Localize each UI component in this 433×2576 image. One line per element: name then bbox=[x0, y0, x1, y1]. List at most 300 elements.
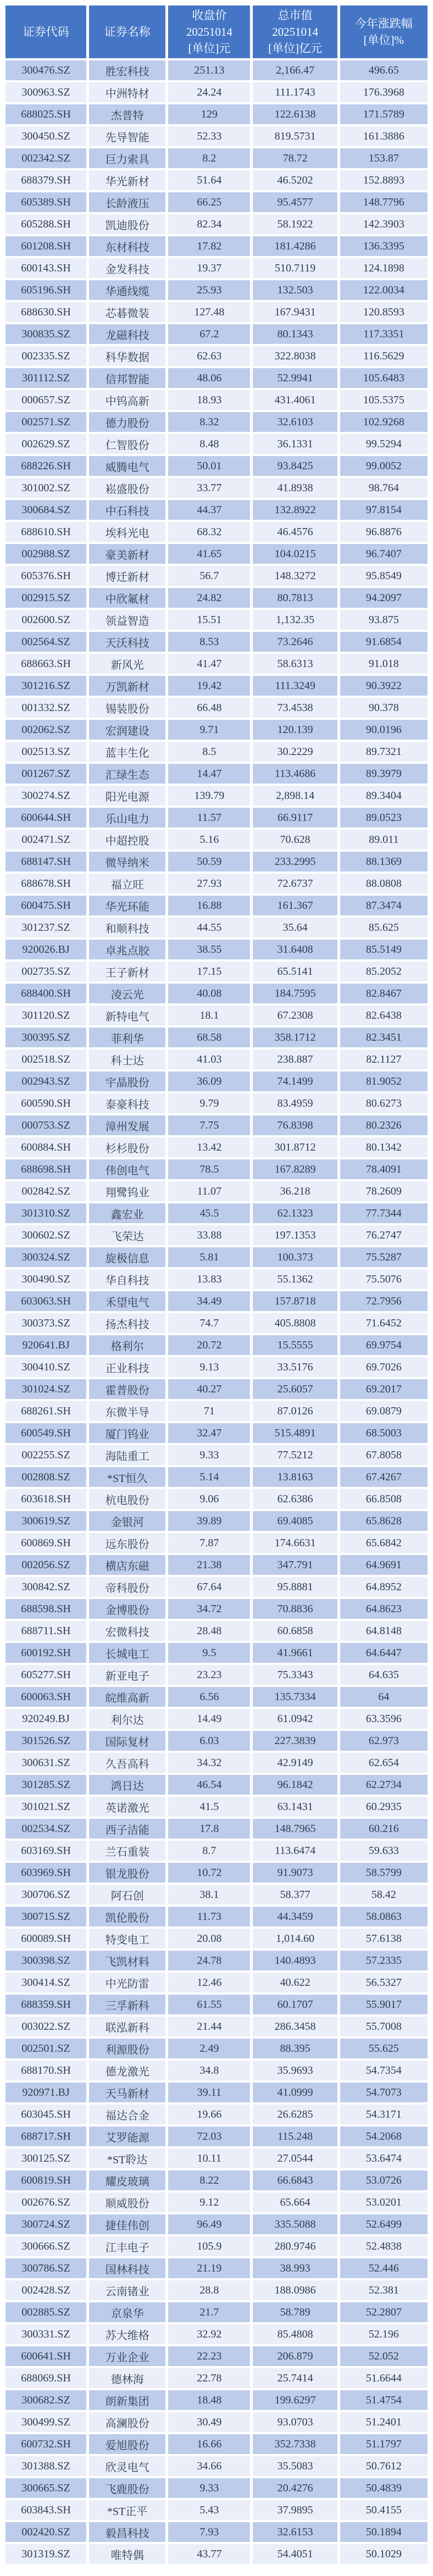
market-cap-cell: 26.6285 bbox=[253, 2105, 337, 2124]
column-header-security-name bbox=[89, 5, 165, 58]
market-cap-cell: 77.5212 bbox=[253, 1445, 337, 1465]
security-code-cell: 605389.SH bbox=[5, 192, 86, 212]
market-cap-cell: 238.887 bbox=[253, 1050, 337, 1069]
security-code-cell: 688698.SH bbox=[5, 1159, 86, 1179]
market-cap-cell: 58.377 bbox=[253, 1885, 337, 1905]
ytd-change-cell: 90.3922 bbox=[340, 676, 428, 696]
security-name-cell: 旋极信息 bbox=[89, 1247, 165, 1267]
ytd-change-cell: 64.8623 bbox=[340, 1599, 428, 1619]
ytd-change-cell: 55.7008 bbox=[340, 2017, 428, 2036]
security-code-cell: 603843.SH bbox=[5, 2500, 86, 2520]
close-price-cell: 9.5 bbox=[168, 1643, 250, 1663]
security-code-cell: 002915.SZ bbox=[5, 588, 86, 608]
market-cap-cell: 100.373 bbox=[253, 1247, 337, 1267]
table-row bbox=[5, 1313, 428, 1333]
ytd-change-cell: 67.4267 bbox=[340, 1467, 428, 1487]
market-cap-cell: 41.9661 bbox=[253, 1643, 337, 1663]
ytd-change-cell: 57.2335 bbox=[340, 1951, 428, 1970]
security-code-cell: 688069.SH bbox=[5, 2368, 86, 2388]
table-row bbox=[5, 2478, 428, 2498]
security-code-cell: 000657.SZ bbox=[5, 390, 86, 410]
security-code-cell: 301319.SZ bbox=[5, 2544, 86, 2564]
security-code-cell: 301112.SZ bbox=[5, 368, 86, 388]
market-cap-cell: 46.5202 bbox=[253, 170, 337, 190]
security-code-cell: 002943.SZ bbox=[5, 1072, 86, 1091]
close-price-cell: 38.55 bbox=[168, 940, 250, 959]
market-cap-cell: 75.3343 bbox=[253, 1665, 337, 1685]
ytd-change-cell: 496.65 bbox=[340, 60, 428, 80]
close-price-cell: 6.03 bbox=[168, 1731, 250, 1751]
close-price-cell: 24.78 bbox=[168, 1951, 250, 1970]
table-row bbox=[5, 1181, 428, 1201]
close-price-cell: 9.33 bbox=[168, 1445, 250, 1465]
ytd-change-cell: 54.7354 bbox=[340, 2061, 428, 2080]
security-code-cell: 300331.SZ bbox=[5, 2324, 86, 2344]
close-price-cell: 36.09 bbox=[168, 1072, 250, 1091]
close-price-cell: 9.79 bbox=[168, 1093, 250, 1113]
security-code-cell: 301024.SZ bbox=[5, 1379, 86, 1399]
close-price-cell: 41.47 bbox=[168, 654, 250, 674]
market-cap-cell: 2,898.14 bbox=[253, 786, 337, 806]
security-code-cell: 600549.SH bbox=[5, 1423, 86, 1443]
security-code-cell: 688025.SH bbox=[5, 104, 86, 124]
security-code-cell: 300786.SZ bbox=[5, 2258, 86, 2278]
market-cap-cell: 335.5088 bbox=[253, 2214, 337, 2234]
market-cap-cell: 46.4576 bbox=[253, 522, 337, 542]
market-cap-cell: 95.8881 bbox=[253, 1577, 337, 1597]
table-row bbox=[5, 1291, 428, 1311]
security-code-cell: 300410.SZ bbox=[5, 1357, 86, 1377]
table-row bbox=[5, 324, 428, 344]
table-row bbox=[5, 2544, 428, 2564]
column-header-ytd-change bbox=[340, 5, 428, 58]
security-name-cell: 仁智股份 bbox=[89, 434, 165, 454]
table-row bbox=[5, 1072, 428, 1091]
security-name-cell: *ST聆达 bbox=[89, 2148, 165, 2168]
close-price-cell: 33.77 bbox=[168, 478, 250, 498]
column-header-security-code bbox=[5, 5, 86, 58]
close-price-cell: 67.2 bbox=[168, 324, 250, 344]
security-name-cell: 国林科技 bbox=[89, 2258, 165, 2278]
security-name-cell: 新亚电子 bbox=[89, 1665, 165, 1685]
market-cap-cell: 66.6843 bbox=[253, 2170, 337, 2190]
table-row bbox=[5, 1050, 428, 1069]
ytd-change-cell: 85.5149 bbox=[340, 940, 428, 959]
security-name-cell: 万业企业 bbox=[89, 2346, 165, 2366]
close-price-cell: 11.07 bbox=[168, 1181, 250, 1201]
security-name-cell: 天沃科技 bbox=[89, 632, 165, 652]
table-row bbox=[5, 2148, 428, 2168]
close-price-cell: 13.42 bbox=[168, 1137, 250, 1157]
market-cap-cell: 93.8425 bbox=[253, 456, 337, 476]
market-cap-cell: 25.7414 bbox=[253, 2368, 337, 2388]
market-cap-cell: 227.3839 bbox=[253, 1731, 337, 1751]
security-code-cell: 300631.SZ bbox=[5, 1753, 86, 1773]
table-row bbox=[5, 918, 428, 937]
market-cap-cell: 167.9431 bbox=[253, 302, 337, 322]
close-price-cell: 46.54 bbox=[168, 1775, 250, 1795]
table-row bbox=[5, 1225, 428, 1245]
ytd-change-cell: 95.8549 bbox=[340, 566, 428, 586]
column-header-close-price-line: 20251014 bbox=[186, 25, 232, 38]
ytd-change-cell: 82.1127 bbox=[340, 1050, 428, 1069]
security-code-cell: 000753.SZ bbox=[5, 1115, 86, 1135]
table-row bbox=[5, 1841, 428, 1861]
security-name-cell: 领益智造 bbox=[89, 610, 165, 630]
ytd-change-cell: 105.6483 bbox=[340, 368, 428, 388]
ytd-change-cell: 63.3596 bbox=[340, 1709, 428, 1729]
security-name-cell: 芯碁微装 bbox=[89, 302, 165, 322]
security-name-cell: 中钨高新 bbox=[89, 390, 165, 410]
security-code-cell: 603969.SH bbox=[5, 1863, 86, 1883]
security-code-cell: 300715.SZ bbox=[5, 1907, 86, 1927]
ytd-change-cell: 82.8467 bbox=[340, 984, 428, 1003]
security-name-cell: 万凯新材 bbox=[89, 676, 165, 696]
security-name-cell: 中超控股 bbox=[89, 830, 165, 850]
table-row bbox=[5, 1709, 428, 1729]
market-cap-cell: 181.4286 bbox=[253, 236, 337, 256]
market-cap-cell: 515.4891 bbox=[253, 1423, 337, 1443]
security-name-cell: 博迁新材 bbox=[89, 566, 165, 586]
security-name-cell: 利源股份 bbox=[89, 2039, 165, 2058]
market-cap-cell: 1,014.60 bbox=[253, 1929, 337, 1948]
ytd-change-cell: 50.7612 bbox=[340, 2456, 428, 2476]
ytd-change-cell: 71.6452 bbox=[340, 1313, 428, 1333]
security-name-cell: 锡装股份 bbox=[89, 698, 165, 718]
table-row bbox=[5, 1203, 428, 1223]
security-code-cell: 920026.BJ bbox=[5, 940, 86, 959]
market-cap-cell: 80.1343 bbox=[253, 324, 337, 344]
market-cap-cell: 352.7338 bbox=[253, 2434, 337, 2454]
security-name-cell: 威腾电气 bbox=[89, 456, 165, 476]
market-cap-cell: 15.5555 bbox=[253, 1335, 337, 1355]
table-row bbox=[5, 940, 428, 959]
security-code-cell: 301021.SZ bbox=[5, 1797, 86, 1817]
security-name-cell: 龙磁科技 bbox=[89, 324, 165, 344]
security-code-cell: 688717.SH bbox=[5, 2127, 86, 2146]
security-code-cell: 688359.SH bbox=[5, 1995, 86, 2014]
security-code-cell: 300395.SZ bbox=[5, 1028, 86, 1047]
security-code-cell: 300682.SZ bbox=[5, 2390, 86, 2410]
security-name-cell: 朗新集团 bbox=[89, 2390, 165, 2410]
close-price-cell: 21.7 bbox=[168, 2302, 250, 2322]
security-name-cell: 飞荣达 bbox=[89, 1225, 165, 1245]
market-cap-cell: 510.7119 bbox=[253, 258, 337, 278]
table-row bbox=[5, 1621, 428, 1641]
security-code-cell: 301002.SZ bbox=[5, 478, 86, 498]
ytd-change-cell: 80.6273 bbox=[340, 1093, 428, 1113]
close-price-cell: 24.24 bbox=[168, 82, 250, 102]
table-row bbox=[5, 2170, 428, 2190]
security-name-cell: 杉杉股份 bbox=[89, 1137, 165, 1157]
table-row bbox=[5, 412, 428, 432]
security-name-cell: 金博股份 bbox=[89, 1599, 165, 1619]
table-row bbox=[5, 1973, 428, 1992]
table-row bbox=[5, 544, 428, 564]
table-row bbox=[5, 434, 428, 454]
table-row bbox=[5, 1093, 428, 1113]
market-cap-cell: 431.4061 bbox=[253, 390, 337, 410]
ytd-change-cell: 51.6644 bbox=[340, 2368, 428, 2388]
table-header bbox=[5, 5, 428, 58]
market-cap-cell: 113.6474 bbox=[253, 1841, 337, 1861]
table-row bbox=[5, 1863, 428, 1883]
market-cap-cell: 132.8922 bbox=[253, 500, 337, 520]
security-code-cell: 601208.SH bbox=[5, 236, 86, 256]
market-cap-cell: 819.5731 bbox=[253, 126, 337, 146]
security-code-cell: 600644.SH bbox=[5, 808, 86, 828]
market-cap-cell: 40.622 bbox=[253, 1973, 337, 1992]
security-code-cell: 001332.SZ bbox=[5, 698, 86, 718]
security-name-cell: 福达合金 bbox=[89, 2105, 165, 2124]
security-name-cell: 东微半导 bbox=[89, 1401, 165, 1421]
security-name-cell: 新特电气 bbox=[89, 1006, 165, 1025]
security-name-cell: 德力股份 bbox=[89, 412, 165, 432]
ytd-change-cell: 80.2326 bbox=[340, 1115, 428, 1135]
close-price-cell: 50.01 bbox=[168, 456, 250, 476]
security-name-cell: 宇晶股份 bbox=[89, 1072, 165, 1091]
table-row bbox=[5, 2236, 428, 2256]
security-code-cell: 300125.SZ bbox=[5, 2148, 86, 2168]
close-price-cell: 18.1 bbox=[168, 1006, 250, 1025]
security-code-cell: 301285.SZ bbox=[5, 1775, 86, 1795]
ytd-change-cell: 69.0879 bbox=[340, 1401, 428, 1421]
close-price-cell: 51.64 bbox=[168, 170, 250, 190]
security-code-cell: 603169.SH bbox=[5, 1841, 86, 1861]
close-price-cell: 78.5 bbox=[168, 1159, 250, 1179]
security-name-cell: 毅昌科技 bbox=[89, 2522, 165, 2542]
security-name-cell: 捷佳伟创 bbox=[89, 2214, 165, 2234]
security-name-cell: 利尔达 bbox=[89, 1709, 165, 1729]
ytd-change-cell: 52.6499 bbox=[340, 2214, 428, 2234]
close-price-cell: 13.83 bbox=[168, 1269, 250, 1289]
security-name-cell: 卓兆点胶 bbox=[89, 940, 165, 959]
close-price-cell: 34.66 bbox=[168, 2456, 250, 2476]
close-price-cell: 67.64 bbox=[168, 1577, 250, 1597]
security-code-cell: 600819.SH bbox=[5, 2170, 86, 2190]
security-name-cell: 福立旺 bbox=[89, 874, 165, 893]
table-row bbox=[5, 1907, 428, 1927]
table-row bbox=[5, 2039, 428, 2058]
table-row bbox=[5, 2083, 428, 2102]
ytd-change-cell: 89.7321 bbox=[340, 742, 428, 762]
table-row bbox=[5, 104, 428, 124]
ytd-change-cell: 96.7407 bbox=[340, 544, 428, 564]
ytd-change-cell: 81.9052 bbox=[340, 1072, 428, 1091]
security-code-cell: 002518.SZ bbox=[5, 1050, 86, 1069]
market-cap-cell: 206.879 bbox=[253, 2346, 337, 2366]
ytd-change-cell: 64 bbox=[340, 1687, 428, 1707]
column-header-market-cap-line: 总市值 bbox=[277, 9, 313, 22]
security-code-cell: 920641.BJ bbox=[5, 1335, 86, 1355]
column-header-security-name-line: 证券名称 bbox=[104, 25, 151, 38]
table-row bbox=[5, 60, 428, 80]
close-price-cell: 15.51 bbox=[168, 610, 250, 630]
security-name-cell: 中欣氟材 bbox=[89, 588, 165, 608]
close-price-cell: 5.14 bbox=[168, 1467, 250, 1487]
market-cap-cell: 13.8163 bbox=[253, 1467, 337, 1487]
close-price-cell: 40.27 bbox=[168, 1379, 250, 1399]
ytd-change-cell: 64.8148 bbox=[340, 1621, 428, 1641]
table-row bbox=[5, 148, 428, 168]
security-code-cell: 688663.SH bbox=[5, 654, 86, 674]
ytd-change-cell: 50.1029 bbox=[340, 2544, 428, 2564]
market-cap-cell: 35.64 bbox=[253, 918, 337, 937]
table-row bbox=[5, 1006, 428, 1025]
security-name-cell: 顺威股份 bbox=[89, 2192, 165, 2212]
market-cap-cell: 113.4686 bbox=[253, 764, 337, 784]
market-cap-cell: 2,166.47 bbox=[253, 60, 337, 80]
security-code-cell: 002564.SZ bbox=[5, 632, 86, 652]
table-row bbox=[5, 830, 428, 850]
market-cap-cell: 58.789 bbox=[253, 2302, 337, 2322]
ytd-change-cell: 59.633 bbox=[340, 1841, 428, 1861]
table-row bbox=[5, 984, 428, 1003]
security-code-cell: 920249.BJ bbox=[5, 1709, 86, 1729]
close-price-cell: 48.06 bbox=[168, 368, 250, 388]
ytd-change-cell: 80.1342 bbox=[340, 1137, 428, 1157]
security-name-cell: 禾望电气 bbox=[89, 1291, 165, 1311]
security-name-cell: 长城电工 bbox=[89, 1643, 165, 1663]
security-name-cell: 飞凯材料 bbox=[89, 1951, 165, 1970]
security-code-cell: 002600.SZ bbox=[5, 610, 86, 630]
security-name-cell: 联泓新科 bbox=[89, 2017, 165, 2036]
close-price-cell: 20.08 bbox=[168, 1929, 250, 1948]
market-cap-cell: 167.8289 bbox=[253, 1159, 337, 1179]
ytd-change-cell: 176.3968 bbox=[340, 82, 428, 102]
close-price-cell: 22.78 bbox=[168, 2368, 250, 2388]
security-code-cell: 688147.SH bbox=[5, 852, 86, 871]
market-cap-cell: 199.6297 bbox=[253, 2390, 337, 2410]
table-row bbox=[5, 2500, 428, 2520]
security-name-cell: 先导智能 bbox=[89, 126, 165, 146]
table-row bbox=[5, 346, 428, 366]
close-price-cell: 9.06 bbox=[168, 1489, 250, 1509]
table-row bbox=[5, 676, 428, 696]
ytd-change-cell: 55.9017 bbox=[340, 1995, 428, 2014]
security-code-cell: 002501.SZ bbox=[5, 2039, 86, 2058]
ytd-change-cell: 51.2401 bbox=[340, 2412, 428, 2432]
security-code-cell: 688379.SH bbox=[5, 170, 86, 190]
close-price-cell: 8.5 bbox=[168, 742, 250, 762]
ytd-change-cell: 89.0523 bbox=[340, 808, 428, 828]
security-code-cell: 300414.SZ bbox=[5, 1973, 86, 1992]
security-name-cell: 耀皮玻璃 bbox=[89, 2170, 165, 2190]
security-name-cell: 兰石重装 bbox=[89, 1841, 165, 1861]
close-price-cell: 18.48 bbox=[168, 2390, 250, 2410]
ytd-change-cell: 142.3903 bbox=[340, 214, 428, 234]
security-name-cell: 微导纳米 bbox=[89, 852, 165, 871]
market-cap-cell: 122.6138 bbox=[253, 104, 337, 124]
table-row bbox=[5, 2324, 428, 2344]
ytd-change-cell: 72.7956 bbox=[340, 1291, 428, 1311]
close-price-cell: 19.42 bbox=[168, 676, 250, 696]
ytd-change-cell: 171.5789 bbox=[340, 104, 428, 124]
security-code-cell: 002676.SZ bbox=[5, 2192, 86, 2212]
market-cap-cell: 88.395 bbox=[253, 2039, 337, 2058]
close-price-cell: 8.48 bbox=[168, 434, 250, 454]
ytd-change-cell: 153.87 bbox=[340, 148, 428, 168]
ytd-change-cell: 152.8893 bbox=[340, 170, 428, 190]
table-row bbox=[5, 742, 428, 762]
market-cap-cell: 72.6737 bbox=[253, 874, 337, 893]
market-cap-cell: 132.503 bbox=[253, 280, 337, 300]
market-cap-cell: 161.367 bbox=[253, 896, 337, 915]
security-code-cell: 002885.SZ bbox=[5, 2302, 86, 2322]
stock-table bbox=[3, 3, 430, 2566]
security-name-cell: 江丰电子 bbox=[89, 2236, 165, 2256]
market-cap-cell: 41.8938 bbox=[253, 478, 337, 498]
security-code-cell: 920971.BJ bbox=[5, 2083, 86, 2102]
security-code-cell: 688400.SH bbox=[5, 984, 86, 1003]
close-price-cell: 27.93 bbox=[168, 874, 250, 893]
table-row bbox=[5, 1819, 428, 1839]
security-name-cell: 杭电股份 bbox=[89, 1489, 165, 1509]
security-name-cell: 艾罗能源 bbox=[89, 2127, 165, 2146]
table-row bbox=[5, 588, 428, 608]
security-code-cell: 300619.SZ bbox=[5, 1511, 86, 1531]
market-cap-cell: 85.4808 bbox=[253, 2324, 337, 2344]
market-cap-cell: 96.1842 bbox=[253, 1775, 337, 1795]
market-cap-cell: 83.4959 bbox=[253, 1093, 337, 1113]
close-price-cell: 25.93 bbox=[168, 280, 250, 300]
security-code-cell: 002420.SZ bbox=[5, 2522, 86, 2542]
table-row bbox=[5, 1335, 428, 1355]
security-name-cell: 鑫宏业 bbox=[89, 1203, 165, 1223]
security-name-cell: 扬杰科技 bbox=[89, 1313, 165, 1333]
security-name-cell: 格利尔 bbox=[89, 1335, 165, 1355]
market-cap-cell: 62.6386 bbox=[253, 1489, 337, 1509]
ytd-change-cell: 52.446 bbox=[340, 2258, 428, 2278]
market-cap-cell: 95.4577 bbox=[253, 192, 337, 212]
close-price-cell: 71 bbox=[168, 1401, 250, 1421]
ytd-change-cell: 57.6138 bbox=[340, 1929, 428, 1948]
security-code-cell: 300666.SZ bbox=[5, 2236, 86, 2256]
ytd-change-cell: 69.9754 bbox=[340, 1335, 428, 1355]
security-code-cell: 688630.SH bbox=[5, 302, 86, 322]
security-name-cell: 科华数据 bbox=[89, 346, 165, 366]
table-row bbox=[5, 192, 428, 212]
security-name-cell: 华光新材 bbox=[89, 170, 165, 190]
table-row bbox=[5, 1797, 428, 1817]
ytd-change-cell: 69.7026 bbox=[340, 1357, 428, 1377]
close-price-cell: 7.93 bbox=[168, 2522, 250, 2542]
close-price-cell: 2.49 bbox=[168, 2039, 250, 2058]
security-name-cell: 伟创电气 bbox=[89, 1159, 165, 1179]
table-row bbox=[5, 632, 428, 652]
table-row bbox=[5, 566, 428, 586]
close-price-cell: 34.72 bbox=[168, 1599, 250, 1619]
close-price-cell: 8.22 bbox=[168, 2170, 250, 2190]
market-cap-cell: 188.0986 bbox=[253, 2280, 337, 2300]
ytd-change-cell: 50.1894 bbox=[340, 2522, 428, 2542]
close-price-cell: 11.57 bbox=[168, 808, 250, 828]
market-cap-cell: 197.1353 bbox=[253, 1225, 337, 1245]
ytd-change-cell: 96.8876 bbox=[340, 522, 428, 542]
security-code-cell: 300665.SZ bbox=[5, 2478, 86, 2498]
security-code-cell: 002342.SZ bbox=[5, 148, 86, 168]
close-price-cell: 17.15 bbox=[168, 962, 250, 981]
close-price-cell: 39.89 bbox=[168, 1511, 250, 1531]
table-row bbox=[5, 1445, 428, 1465]
close-price-cell: 52.33 bbox=[168, 126, 250, 146]
security-name-cell: 凌云光 bbox=[89, 984, 165, 1003]
security-code-cell: 300324.SZ bbox=[5, 1247, 86, 1267]
ytd-change-cell: 64.635 bbox=[340, 1665, 428, 1685]
table-row bbox=[5, 2280, 428, 2300]
close-price-cell: 7.75 bbox=[168, 1115, 250, 1135]
close-price-cell: 44.55 bbox=[168, 918, 250, 937]
